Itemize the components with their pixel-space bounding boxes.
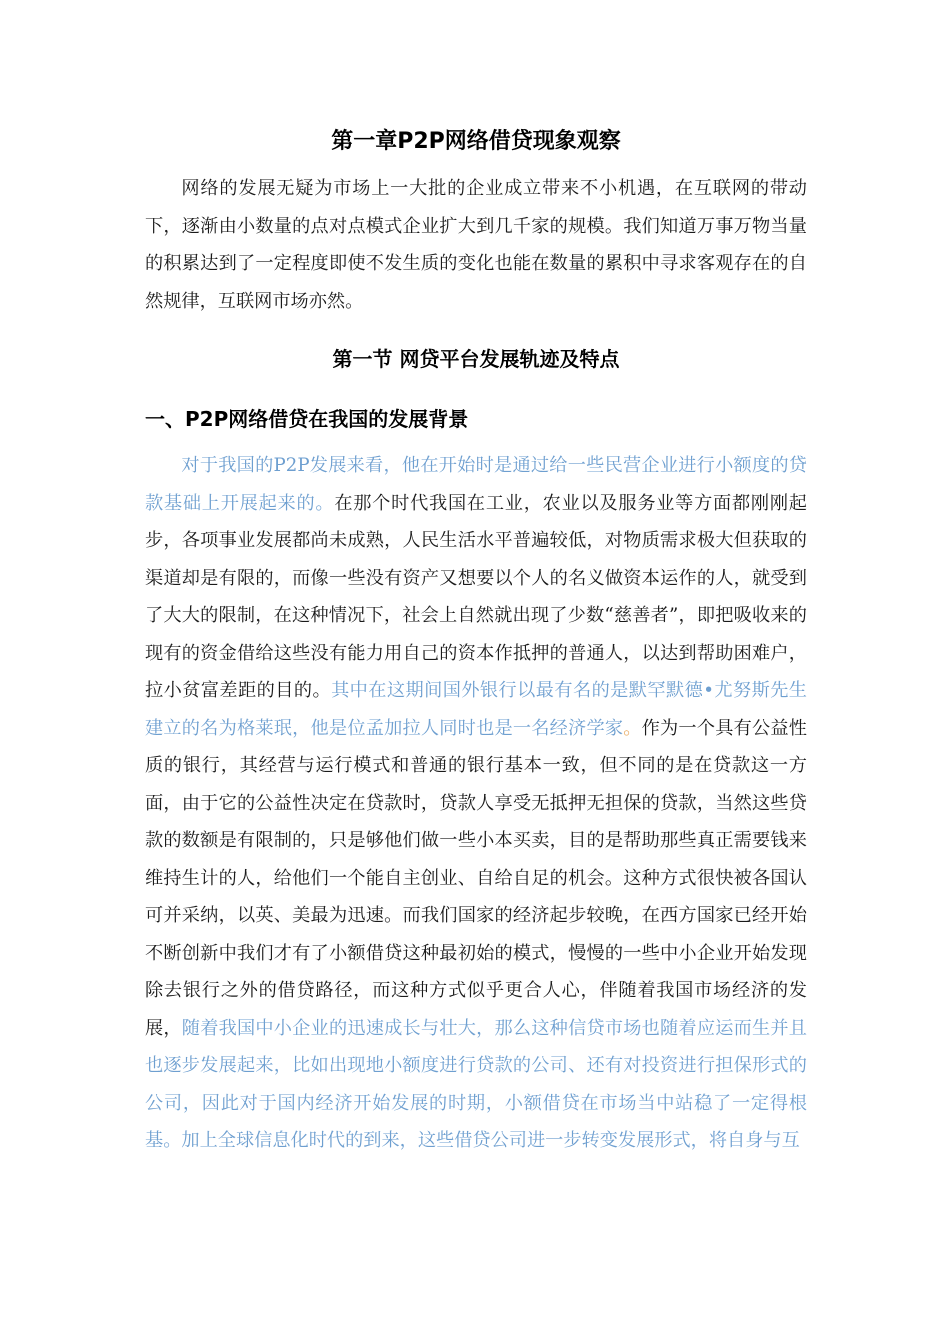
- body-paragraph: [145, 447, 807, 1160]
- highlighted-text: 其中在这期间国外银行以最有名的是默罕默德•尤努斯先生建立的名为格莱珉，他是位孟加拉人同时也是一名经济学家: [145, 680, 807, 739]
- highlighted-punctuation: 。: [623, 717, 642, 739]
- chapter-title: 第一章P2P网络借贷现象观察: [331, 129, 621, 154]
- body-text: 作为一个具有公益性质的银行，其经营与运行模式和普通的银行基本一致，但不同的是在贷款这一方面，由于它的公益性决定在贷款时，贷款人享受无抵押无担保的贷款，当然这些贷款的数额是有限制的，只是够他们做一些小本买卖，目的是帮助那些真正需要钱来维持生计的人，给他们一个能自主创业、自给自足的机会。这种方式很快被各国认可并采纳，以英、美最为迅速。而我们国家的经济起步较晚，在西方国家已经开始不断创新中我们才有了小额借贷这种最初始的模式，慢慢的一些中小企业开始发现除去银行之外的借贷路径，而这种方式似乎更合人心，伴随着我国市场经济的发展，: [145, 717, 807, 1039]
- body-text: 在那个时代我国在工业，农业以及服务业等方面都刚刚起步，各项事业发展都尚未成熟，人民生活水平普遍较低，对物质需求极大但获取的渠道却是有限的，而像一些没有资产又想要以个人的名义做资本运作的人，就受到了大大的限制，在这种情况下，社会上自然就出现了少数“慈善者”，即把吸收来的现有的资金借给这些没有能力用自己的资本作抵押的普通人，以达到帮助困难户，拉小贫富差距的目的。: [145, 492, 807, 701]
- intro-paragraph: 网络的发展无疑为市场上一大批的企业成立带来不小机遇，在互联网的带动下，逐渐由小数量的点对点模式企业扩大到几千家的规模。我们知道万事万物当量的积累达到了一定程度即使不发生质的变化也能在数量的累积中寻求客观存在的自然规律，互联网市场亦然。: [145, 178, 807, 312]
- section-title: 第一节 网贷平台发展轨迹及特点: [332, 347, 620, 371]
- highlighted-text: 随着我国中小企业的迅速成长与壮大，那么这种信贷市场也随着应运而生并且也逐步发展起来，比如出现地小额度进行贷款的公司、还有对投资进行担保形式的公司，因此对于国内经济开始发展的时期，小额借贷在市场当中站稳了一定得根基。加上全球信息化时代的到来，这些借贷公司进一步转变发展形式，将自身与互: [145, 1017, 807, 1151]
- highlighted-text: 对于我国的P2P发展来看，他在开始时是通过给一些民营企业进行小额度的贷款基础上开展起来的。: [145, 455, 807, 514]
- subsection-title: 一、P2P网络借贷在我国的发展背景: [145, 407, 469, 431]
- document-content: [145, 126, 807, 1160]
